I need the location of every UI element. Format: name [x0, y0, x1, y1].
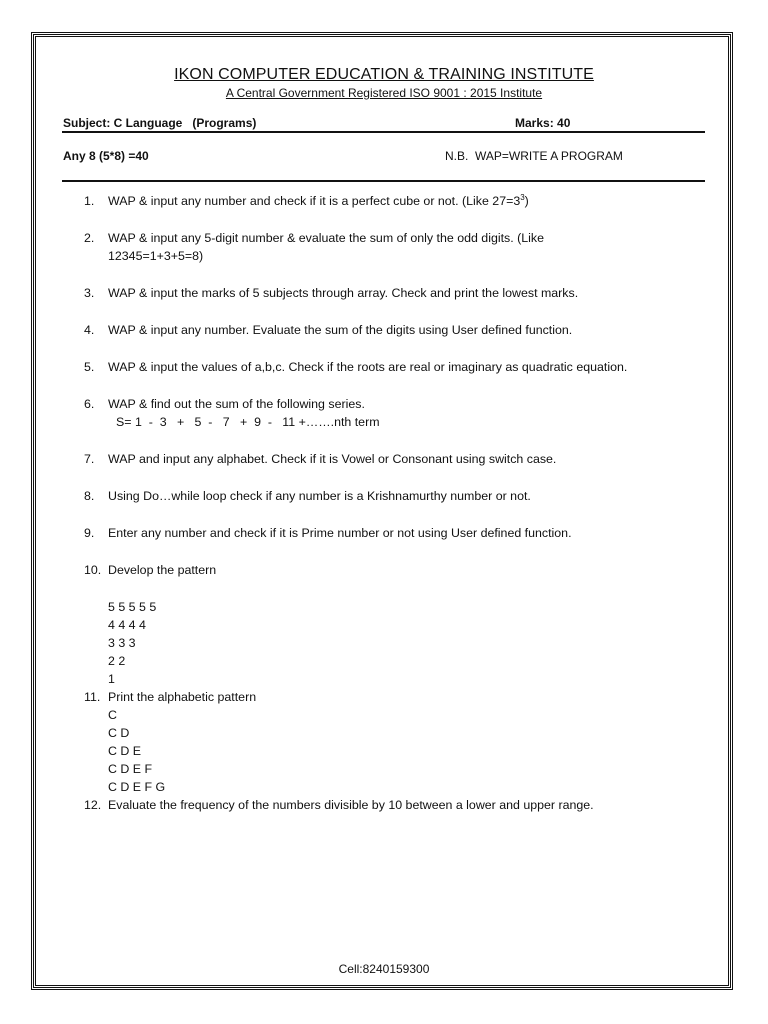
question-text: WAP & input any number. Evaluate the sum of the digits using User defined function.: [108, 323, 573, 337]
header-rule-top: [62, 131, 705, 133]
question-text: WAP & input any 5-digit number & evaluate the sum of only the odd digits. (Like: [108, 231, 544, 245]
question-text: Evaluate the frequency of the numbers divisible by 10 between a lower and upper range.: [108, 798, 594, 812]
question-item: [84, 284, 704, 302]
question-text: WAP & find out the sum of the following series.: [108, 397, 365, 411]
pattern-line: C: [108, 708, 117, 722]
pattern-line: C D: [108, 726, 130, 740]
superscript: 3: [520, 192, 525, 202]
question-number: 3.: [84, 286, 95, 300]
question-number: 8.: [84, 489, 95, 503]
number-pattern: [108, 598, 704, 688]
question-number: 9.: [84, 526, 95, 540]
question-number: 7.: [84, 452, 95, 466]
question-number: 1.: [84, 194, 95, 208]
question-list: [84, 192, 704, 814]
question-text-line2: 12345=1+3+5=8): [108, 249, 204, 263]
question-item: [84, 229, 704, 265]
pattern-line: 4 4 4 4: [108, 618, 146, 632]
question-text: Using Do…while loop check if any number is a Krishnamurthy number or not.: [108, 489, 531, 503]
pattern-line: C D E: [108, 744, 142, 758]
question-item: [84, 192, 704, 210]
question-text: Develop the pattern: [108, 563, 217, 577]
pattern-line: 3 3 3: [108, 636, 136, 650]
question-text: WAP & input any number and check if it is a perfect cube or not. (Like 27=3: [108, 194, 521, 208]
pattern-line: C D E F: [108, 762, 153, 776]
marks-label: Marks: 40: [515, 116, 571, 130]
footer-contact: Cell:8240159300: [338, 962, 430, 976]
question-item: [84, 688, 704, 796]
pattern-line: C D E F G: [108, 780, 166, 794]
subject-label: Subject: C Language (Programs): [63, 116, 257, 130]
question-number: 12.: [84, 798, 102, 812]
alphabet-pattern: [108, 706, 704, 796]
question-number: 11.: [84, 690, 101, 704]
header-rule-bottom: [62, 180, 705, 182]
question-item: [84, 524, 704, 542]
pattern-line: 1: [108, 672, 115, 686]
question-number: 10.: [84, 563, 102, 577]
question-text: WAP & input the values of a,b,c. Check if the roots are real or imaginary as quadratic equation.: [108, 360, 628, 374]
pattern-line: 5 5 5 5 5: [108, 600, 157, 614]
question-text: WAP and input any alphabet. Check if it is Vowel or Consonant using switch case.: [108, 452, 557, 466]
question-item: [84, 796, 704, 814]
question-text-end: ): [524, 194, 529, 208]
institute-registration: A Central Government Registered ISO 9001 : 2015 Institute: [225, 86, 543, 100]
question-number: 6.: [84, 397, 95, 411]
question-item: [84, 395, 704, 431]
question-number: 5.: [84, 360, 95, 374]
question-item: [84, 561, 704, 688]
question-number: 4.: [84, 323, 95, 337]
question-text: Enter any number and check if it is Prime number or not using User defined function.: [108, 526, 572, 540]
question-item: [84, 321, 704, 339]
institute-title: IKON COMPUTER EDUCATION & TRAINING INSTITUTE: [174, 66, 594, 83]
note-label: N.B. WAP=WRITE A PROGRAM: [445, 149, 623, 163]
question-item: [84, 358, 704, 376]
question-text: Print the alphabetic pattern: [108, 690, 257, 704]
question-number: 2.: [84, 231, 95, 245]
question-text: WAP & input the marks of 5 subjects through array. Check and print the lowest marks.: [108, 286, 579, 300]
pattern-line: 2 2: [108, 654, 126, 668]
series-expression: S= 1 - 3 + 5 - 7 + 9 - 11 +…….nth term: [116, 415, 380, 429]
question-item: [84, 450, 704, 468]
instruction-label: Any 8 (5*8) =40: [63, 149, 149, 163]
question-item: [84, 487, 704, 505]
